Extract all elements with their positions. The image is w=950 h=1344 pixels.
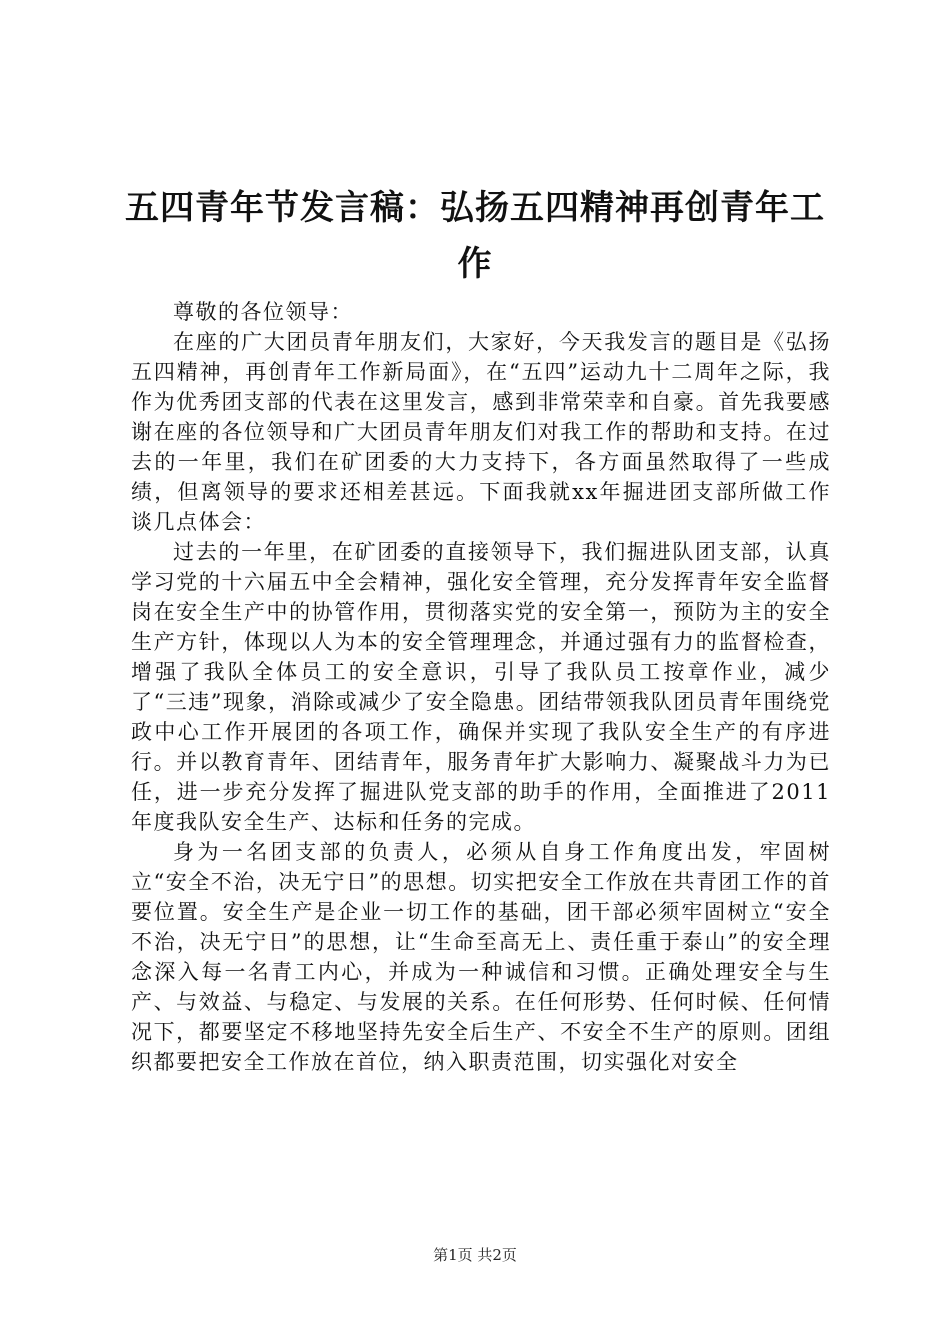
document-body [131, 297, 831, 1077]
page-number: 第1页 共2页 [433, 1246, 517, 1264]
paragraph-2: 过去的一年里，在矿团委的直接领导下，我们掘进队团支部，认真学习党的十六届五中全会精神，强化安全管理，充分发挥青年安全监督岗在安全生产中的协管作用，贯彻落实党的安全第一，预防为主的安全生产方针，体现以人为本的安全管理理念，并通过强有力的监督检查，增强了我队全体员工的安全意识，引导了我队员工按章作业，减少了“三违”现象，消除或减少了安全隐患。团结带领我队团员青年围绕党政中心工作开展团的各项工作，确保并实现了我队安全生产的有序进行。并以教育青年、团结青年，服务青年扩大影响力、凝聚战斗力为已任，进一步充分发挥了掘进队党支部的助手的作用，全面推进了2011年度我队安全生产、达标和任务的完成。 [131, 540, 831, 834]
document-title: 五四青年节发言稿：弘扬五四精神再创青年工作 [125, 188, 825, 284]
paragraph-1: 在座的广大团员青年朋友们，大家好，今天我发言的题目是《弘扬五四精神，再创青年工作新局面》，在“五四”运动九十二周年之际，我作为优秀团支部的代表在这里发言，感到非常荣幸和自豪。首先我要感谢在座的各位领导和广大团员青年朋友们对我工作的帮助和支持。在过去的一年里，我们在矿团委的大力支持下，各方面虽然取得了一些成绩，但离领导的要求还相差甚远。下面我就xx年掘进团支部所做工作谈几点体会： [131, 330, 831, 534]
salutation: 尊敬的各位领导： [173, 300, 353, 324]
paragraph-3: 身为一名团支部的负责人，必须从自身工作角度出发，牢固树立“安全不治，决无宁日”的思想。切实把安全工作放在共青团工作的首要位置。安全生产是企业一切工作的基础，团干部必须牢固树立“安全不治，决无宁日”的思想，让“生命至高无上、责任重于泰山”的安全理念深入每一名青工内心，并成为一种诚信和习惯。正确处理安全与生产、与效益、与稳定、与发展的关系。在任何形势、任何时候、任何情况下，都要坚定不移地坚持先安全后生产、不安全不生产的原则。团组织都要把安全工作放在首位，纳入职责范围，切实强化对安全 [131, 840, 831, 1074]
